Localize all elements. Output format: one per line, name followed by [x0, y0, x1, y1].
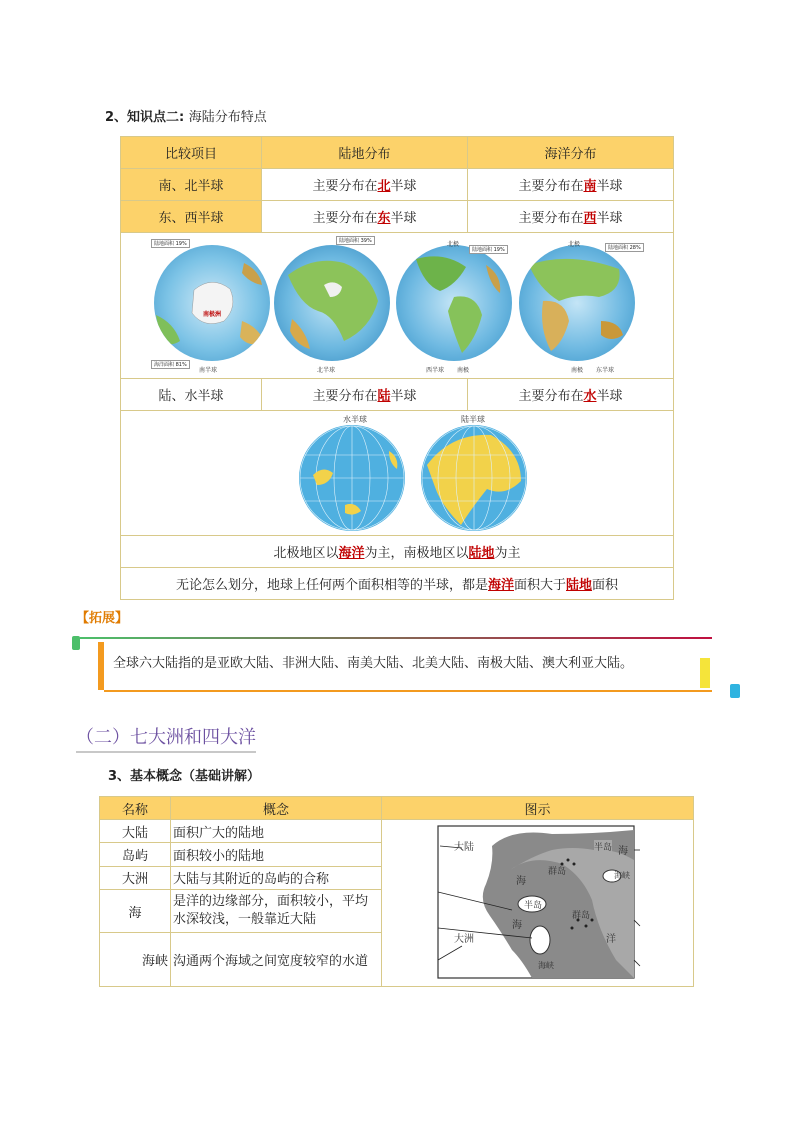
- expand-left-bar: [98, 642, 104, 690]
- water-land-hemispheres: 水半球 陆半球: [121, 411, 674, 536]
- land-hemisphere-icon: [421, 425, 527, 531]
- globe-northern-icon: [274, 245, 390, 361]
- water-hemisphere-icon: [299, 425, 405, 531]
- heading-basic-concepts: 3、基本概念（基础讲解）: [108, 769, 261, 784]
- table-row: 无论怎么划分，地球上任何两个面积相等的半球，都是海洋面积大于陆地面积: [121, 568, 674, 600]
- expand-decor-green: [72, 636, 80, 650]
- geo-terms-diagram: 大陆 半岛 海 群岛 海 海峡 半岛 群岛 海 洋 大洲 海峡: [382, 820, 694, 987]
- expand-decor-yellow: [700, 658, 710, 688]
- th-land: 陆地分布: [262, 137, 468, 169]
- concept-table: 名称 概念 图示 大陆 面积广大的陆地 大陆 半岛 海 群岛 海 海峡 半岛 群岛 海 洋 大洲 海峡 岛屿 面积较小的陆地 大洲 大陆与其附近的岛屿的合称 海 是洋的边缘部分，面积较小，平均水深较浅，一般靠近大陆 海峡 沟通两个海域之间宽度较窄的水道: [99, 796, 694, 987]
- table-row: 海峡 沟通两个海域之间宽度较窄的水道: [100, 933, 694, 987]
- table-row: 北极地区以海洋为主，南极地区以陆地为主: [121, 536, 674, 568]
- land-sea-table: [120, 136, 674, 600]
- table-row: 岛屿 面积较小的陆地: [100, 843, 694, 866]
- globe-southern-icon: [154, 245, 270, 361]
- heading-knowledge-2: 2、知识点二: 海陆分布特点: [105, 110, 267, 125]
- table-row: 陆、水半球 主要分布在陆半球 主要分布在水半球: [121, 379, 674, 411]
- table-row: 大陆 面积广大的陆地 大陆 半岛 海 群岛 海 海峡 半岛 群岛 海 洋 大洲 海峡: [100, 820, 694, 843]
- expand-title: 【拓展】: [76, 611, 129, 626]
- th-item: 比较项目: [121, 137, 262, 169]
- table-row: 东、西半球 主要分布在东半球 主要分布在西半球: [121, 201, 674, 233]
- table-row: 南、北半球 主要分布在北半球 主要分布在南半球: [121, 169, 674, 201]
- hemisphere-globes: 陆地面积 19% 南极洲 海洋面积 81% 南半球 陆地面积 39% 北半球 北极 陆地面积 19% 南极 西半球 北极 陆地面积 28% 南极 东半球: [121, 233, 674, 379]
- expand-top-rule: [80, 637, 712, 639]
- th-sea: 海洋分布: [468, 137, 674, 169]
- table-row: 海 是洋的边缘部分，面积较小，平均水深较浅，一般靠近大陆: [100, 889, 694, 933]
- section-title: （二）七大洲和四大洋: [76, 723, 256, 753]
- expand-decor-blue: [730, 684, 740, 698]
- globe-eastern-icon: [519, 245, 635, 361]
- expand-bottom-rule: [104, 690, 712, 692]
- table-row: 大洲 大陆与其附近的岛屿的合称: [100, 866, 694, 889]
- expand-text: 全球六大陆指的是亚欧大陆、非洲大陆、南美大陆、北美大陆、南极大陆、澳大利亚大陆。: [113, 656, 634, 671]
- globe-western-icon: [396, 245, 512, 361]
